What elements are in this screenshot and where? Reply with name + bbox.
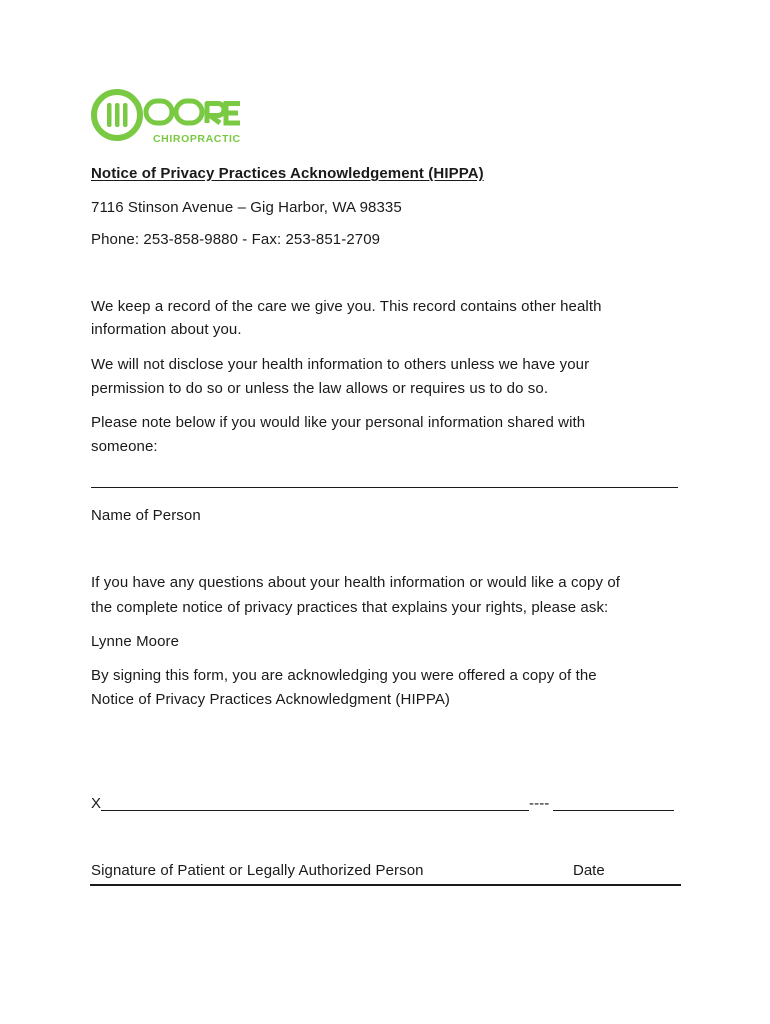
- signature-label: Signature of Patient or Legally Authorized Person: [91, 862, 424, 879]
- name-of-person-label: Name of Person: [91, 507, 201, 524]
- name-of-person-field[interactable]: [91, 487, 678, 488]
- para1-line1: We keep a record of the care we give you. This record contains other health: [91, 298, 602, 315]
- para5-line2: Notice of Privacy Practices Acknowledgment (HIPPA): [91, 691, 451, 708]
- date-label: Date: [573, 862, 605, 879]
- contact-name: Lynne Moore: [91, 633, 180, 650]
- para1-line2: information about you.: [91, 321, 242, 338]
- para4-line1: If you have any questions about your health information or would like a copy of: [91, 574, 621, 591]
- date-field[interactable]: [553, 810, 674, 811]
- para3-line1: Please note below if you would like your personal information shared with: [91, 414, 586, 431]
- para3-line2: someone:: [91, 438, 158, 455]
- para2-line2: permission to do so or unless the law allows or requires us to do so.: [91, 380, 549, 397]
- signature-line: [91, 792, 101, 815]
- signature-field[interactable]: [101, 810, 529, 811]
- para4-line2: the complete notice of privacy practices that explains your rights, please ask:: [91, 599, 609, 616]
- logo-mark: [90, 88, 242, 146]
- para5-line1: By signing this form, you are acknowledging you were offered a copy of the: [91, 667, 597, 684]
- signature-x-mark: X: [91, 795, 102, 812]
- document-title: Notice of Privacy Practices Acknowledgement (HIPPA): [91, 165, 484, 182]
- signature-separator: ----: [529, 795, 550, 812]
- logo-subtitle: CHIROPRACTIC: [153, 133, 241, 145]
- clinic-phone-fax: Phone: 253-858-9880 - Fax: 253-851-2709: [91, 231, 381, 248]
- para2-line1: We will not disclose your health information to others unless we have your: [91, 356, 590, 373]
- clinic-address: 7116 Stinson Avenue – Gig Harbor, WA 98335: [91, 199, 402, 216]
- bottom-divider: [90, 884, 681, 886]
- moore-chiropractic-logo: [90, 88, 242, 146]
